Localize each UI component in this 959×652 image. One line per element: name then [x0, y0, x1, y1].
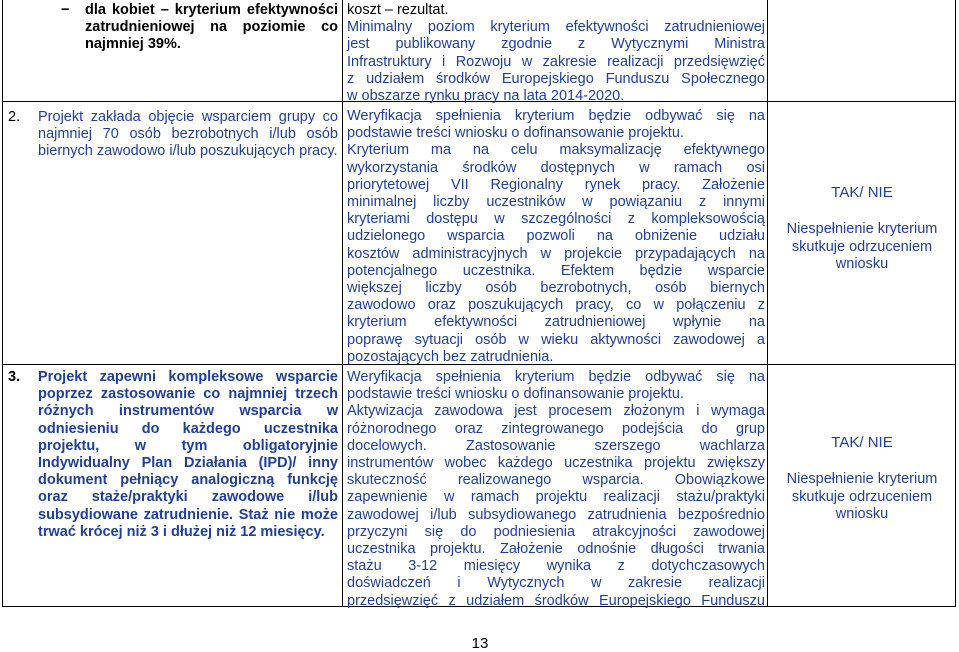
text-line: Aktywizacja zawodowa jest procesem złożonym i wymaga — [347, 403, 765, 420]
text-line: koszt – rezultat. — [347, 2, 449, 18]
text-line: doświadczeń i Wytycznych w zakresie realizacji — [347, 575, 765, 592]
text-line: Weryfikacja spełnienia kryterium będzie odbywać się na — [347, 108, 765, 124]
text-line: skuteczność realizowanego wsparcia. Obowiązkowe — [347, 472, 765, 489]
text-line: Infrastruktury i Rozwoju w zakresie realizacji przedsięwzięć — [347, 53, 765, 70]
text-line: poprawę sytuacji osób w wieku aktywności zawodowej a — [347, 331, 765, 348]
text-line: różnorodnego oraz zintegrowanego podejścia do grup — [347, 420, 765, 437]
text-line: w obszarze rynku pracy na lata 2014-2020. — [347, 88, 625, 105]
text-line: zawodowej i/lub subsydiowanego zatrudnienia bezpośrednio — [347, 506, 765, 523]
text-line: kryteriami dostępu w szczególności z kompleksowością — [347, 211, 765, 228]
text-line: podstawie treści wniosku o dofinansowanie projektu. — [347, 125, 684, 142]
text-line: przyczyni się do podniesienia atrakcyjności zawodowej — [347, 523, 765, 540]
text-line: minimalnej liczby uczestników w powiązaniu z innymi — [347, 194, 765, 211]
text-line: większej liczby osób bezrobotnych, osób biernych — [347, 280, 765, 297]
text-line: Minimalny poziom kryterium efektywności zatrudnieniowej — [347, 19, 765, 36]
text-line: docelowych. Zastosowanie szerszego wachlarza — [347, 437, 765, 454]
rule-line: wniosku — [835, 506, 889, 523]
justification-row1 — [347, 2, 765, 105]
text-line: jest publikowany zgodnie z Wytycznymi Ministra — [347, 36, 765, 53]
text-line: Kryterium ma na celu maksymalizację efektywnego — [347, 142, 765, 159]
text-line: zapewnienie w ramach projektu realizacji stażu/praktyki — [347, 489, 765, 506]
rule-line: Niespełnienie kryterium — [786, 221, 938, 238]
assessment-row3 — [772, 434, 952, 524]
rule-line: Niespełnienie kryterium — [786, 471, 938, 488]
justification-row2 — [347, 108, 765, 366]
dash-marker: − — [61, 2, 70, 18]
text-line: instrumentów wobec każdego uczestnika projektu zwiększy — [347, 455, 765, 472]
justification-row3 — [347, 369, 765, 610]
answer-label: TAK/ NIE — [831, 434, 893, 451]
text-line: kryterium efektywności zatrudnieniowej wpłynie na — [347, 314, 765, 331]
item-text: Projekt zapewni kompleksowe wsparcie poprzez zastosowanie co najmniej trzech różnych instrumentów wsparcia w odniesieniu do każdego uczestnika projektu, w tym obligatoryjnie Indywidualny Plan Działania (IPD)/ inny dokument pełniący analogiczną funkcję oraz staże/praktyki zawodowe i/lub subsydiowane zatrudnienie. Staż nie może trwać krócej niż 3 i dłużej niż 12 miesięcy. — [38, 369, 338, 540]
text-line: priorytetowej VII Regionalny rynek pracy. Założenie — [347, 176, 765, 193]
rule-line: skutkuje odrzuceniem — [791, 488, 933, 505]
assessment-row2 — [772, 184, 952, 274]
answer-label: TAK/ NIE — [831, 184, 893, 201]
item-text: Projekt zakłada objęcie wsparciem grupy co najmniej 70 osób bezrobotnych i/lub osób biernych zawodowo i/lub poszukujących pracy. — [38, 109, 338, 160]
page-number: 13 — [471, 635, 489, 652]
text-line: wykorzystania środków dostępnych w ramach osi — [347, 159, 765, 176]
text-line: z udziałem środków Europejskiego Funduszu Społecznego — [347, 70, 765, 87]
text-line: przedsięwzięć z udziałem środków Europejskiego Funduszu — [347, 592, 765, 609]
criterion-item-2 — [8, 109, 338, 161]
text-line: kosztów administracyjnych w projekcie przypadających na — [347, 245, 765, 262]
item-number: 3. — [8, 369, 21, 385]
text-line: uczestnika projektu. Założenie odnośnie długości trwania — [347, 541, 765, 558]
text-line: Weryfikacja spełnienia kryterium będzie odbywać się na — [347, 369, 765, 385]
sub-item-text: dla kobiet – kryterium efektywności zatrudnieniowej na poziomie co najmniej 39%. — [85, 2, 338, 53]
item-number: 2. — [8, 109, 21, 125]
text-line: pozostających bez zatrudnienia. — [347, 348, 554, 365]
text-line: potencjalnego uczestnika. Efektem będzie wsparcie — [347, 262, 765, 279]
column-divider — [342, 0, 343, 606]
text-line: zawodowo oraz poszukujących pracy, co w połączeniu z — [347, 297, 765, 314]
criterion-sub-item — [8, 2, 338, 54]
text-line: podstawie treści wniosku o dofinansowanie projektu. — [347, 386, 684, 403]
rule-line: wniosku — [835, 256, 889, 273]
rule-line: skutkuje odrzuceniem — [791, 238, 933, 255]
text-line: stażu 3-12 miesięcy wynika z dotychczasowych — [347, 558, 765, 575]
text-line: udzielonego wsparcia pozwoli na obniżenie udziału — [347, 228, 765, 245]
column-divider — [767, 0, 768, 606]
criterion-item-3 — [8, 369, 338, 541]
